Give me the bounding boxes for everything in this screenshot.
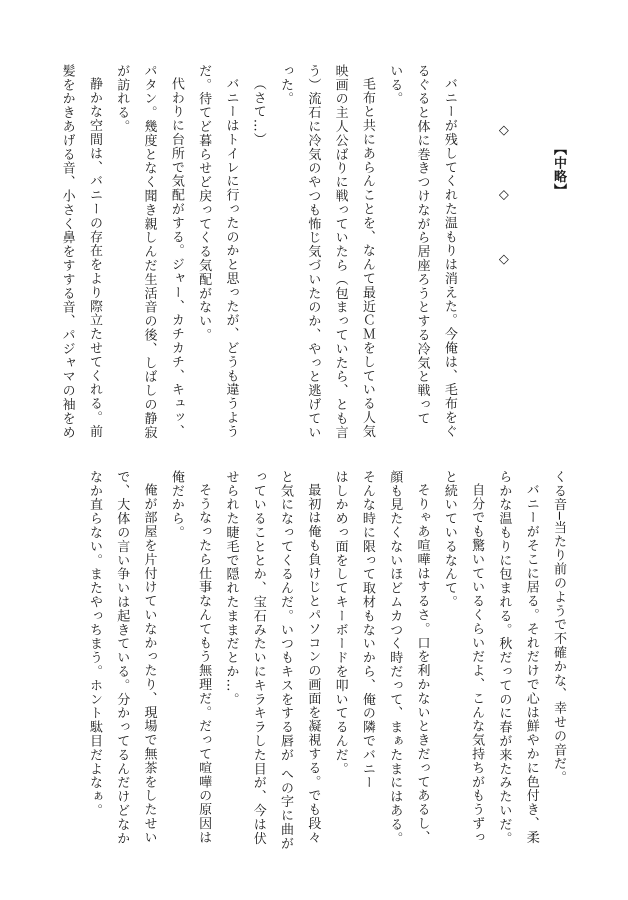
blank-line: [463, 64, 490, 459]
text-line: 映画の主人公ばりに戦っていたら（包まっていたら、とも言: [332, 64, 348, 440]
text-line: バニーはトイレに行ったのかと思ったが、どうも違うよう: [223, 77, 239, 439]
text-line: 静かな空間は、バニーの存在をより際立たせてくれる。前: [86, 77, 102, 439]
text-line: バニーが残してくれた温もりは消えた。今俺は、毛布をぐ: [441, 77, 457, 439]
text-line: った。: [278, 64, 294, 106]
text-line: そりゃあ喧嘩はするさ。口を利かないときだってあるし、: [414, 483, 430, 845]
scene-break-diamonds: ◇◇◇: [496, 122, 512, 316]
text-line: バニーがそこに居る。それだけで心は鮮やかに色付き、柔: [523, 483, 539, 845]
text-line: 最初は俺も負けじとパソコンの画面を凝視する。でも段々: [305, 483, 321, 845]
upper-text-column: [47, 64, 572, 459]
section-heading: 【中略】: [551, 142, 566, 198]
text-line: う）流石に冷気のやつも怖じ気づいたのか、やっと逃げてい: [305, 64, 321, 440]
text-line: パタン。幾度となく聞き親しんだ生活音の後、しばしの静寂: [141, 64, 157, 440]
text-line: 髪をかきあげる音、小さく鼻をすする音、パジャマの袖をめ: [59, 64, 75, 440]
text-line: そうなったら仕事なんてもう無理だ。だって喧嘩の原因は: [196, 483, 212, 845]
text-line: と続いているなんて。: [441, 470, 457, 609]
text-line: っていることとか、宝石みたいにキラキラした目が、今は伏: [250, 470, 266, 846]
text-line: るぐると体に巻きつけながら居座ろうとする冷気と戦って: [414, 64, 430, 426]
text-line: はしかめっ面をしてキーボードを叩いてるんだ。: [332, 470, 348, 776]
text-line: だ。待てど暮らせど戻ってくる気配がない。: [196, 64, 212, 342]
text-line: らかな温もりに包まれる。秋だってのに春が来たみたいだ。: [496, 470, 512, 846]
text-line: せられた睫毛で隠れたままだとか…。: [223, 470, 239, 707]
text-line: 自分でも驚いているくらいだよ、こんな気持ちがもうずっ: [469, 483, 485, 845]
lower-text-column: [47, 470, 572, 870]
text-line: いる。: [387, 64, 403, 106]
text-line: そんな時に限って取材もないから、俺の隣でバニー: [359, 470, 375, 790]
text-line: 毛布と共にあらんことを、なんて最近ＣＭをしている人気: [359, 77, 375, 439]
text-line: で、大体の言い争いは起きている。分かってるんだけどなか: [114, 470, 130, 846]
text-line: 代わりに台所で気配がする。ジャー、カチカチ、キュッ、: [168, 77, 184, 439]
text-line: と気になってくるんだ。いつもキスをする唇が への字に曲が: [278, 470, 294, 851]
text-line: が訪れる。: [114, 64, 130, 134]
blank-line: [517, 64, 544, 459]
text-line: （さて…）: [250, 77, 266, 147]
text-line: 顔も見たくないほどムカつく時だって、まぁたまにはある。: [387, 470, 403, 846]
text-line: 俺が部屋を片付けていなかったり、現場で無茶をしたせい: [141, 483, 157, 845]
text-line: 俺だから。: [168, 470, 184, 540]
text-line: くる音─当たり前のようで不確かな、幸せの音だ。: [551, 470, 566, 785]
text-line: なか直らない。またやっちまう。ホント駄目だよなぁ。: [86, 470, 102, 818]
